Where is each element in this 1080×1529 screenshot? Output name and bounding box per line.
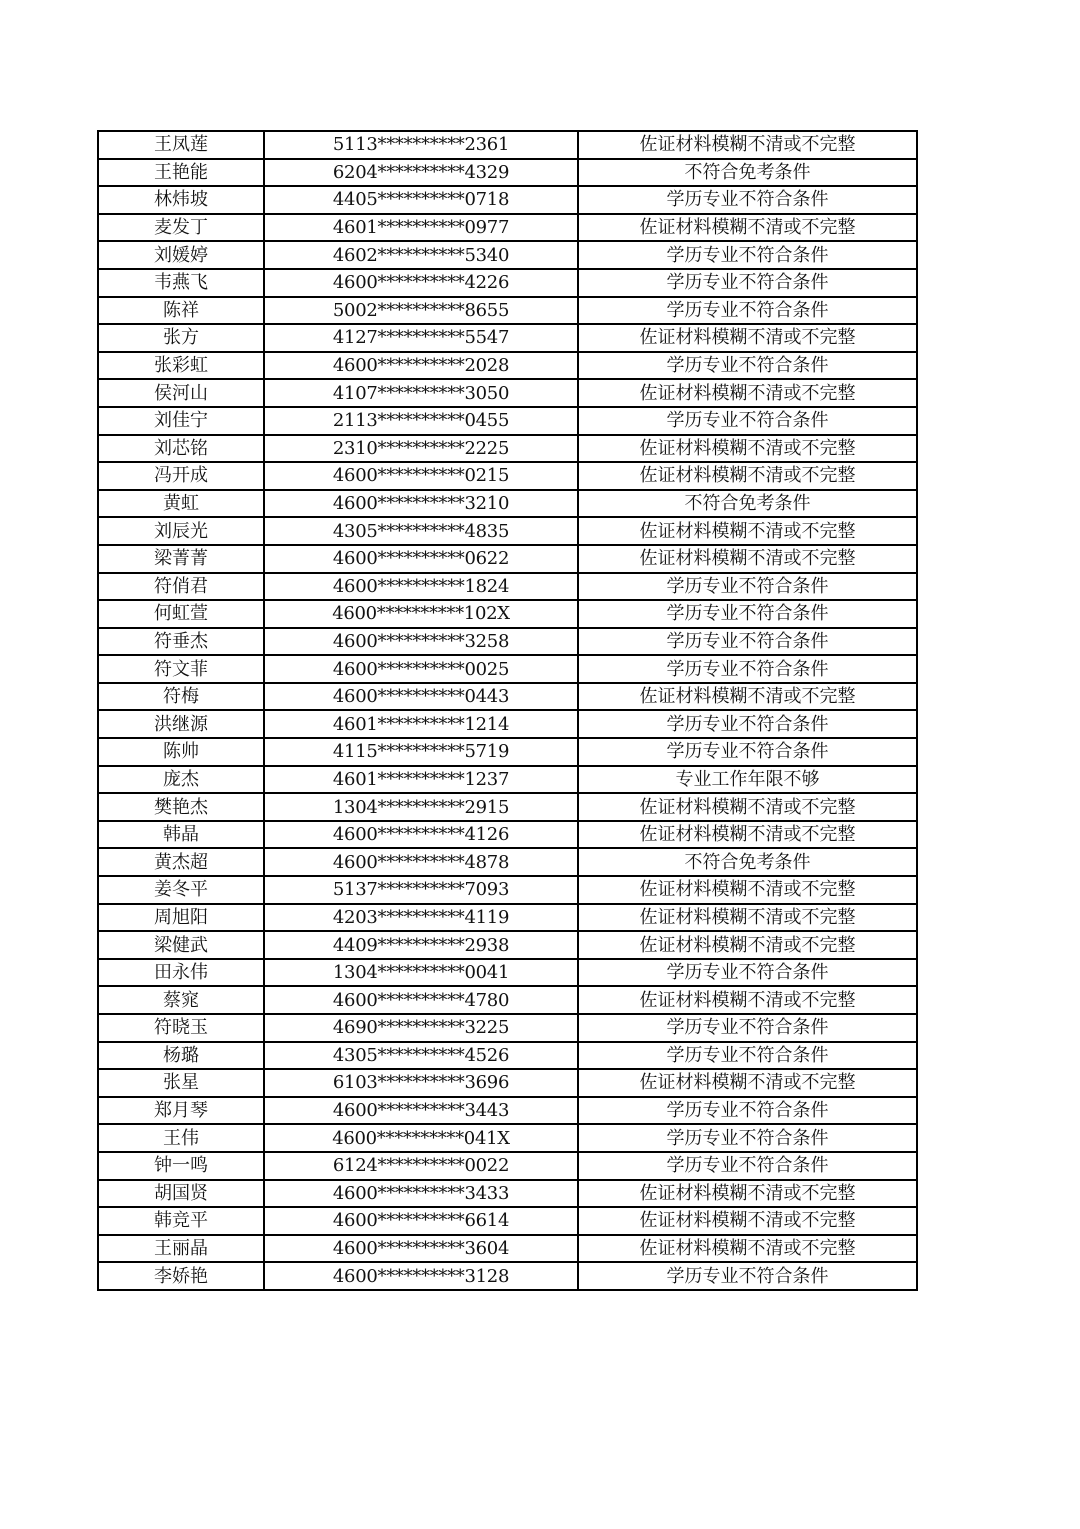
id-number-cell: 4601**********1214 — [264, 710, 578, 738]
name-cell: 蔡窕 — [98, 986, 264, 1014]
table-row — [98, 159, 917, 187]
table-body — [98, 131, 917, 1290]
name-cell: 郑月琴 — [98, 1097, 264, 1125]
name-cell: 韩竞平 — [98, 1207, 264, 1235]
id-number-cell: 4127**********5547 — [264, 324, 578, 352]
table-row — [98, 573, 917, 601]
reason-cell: 佐证材料模糊不清或不完整 — [578, 1235, 917, 1263]
id-number-cell: 4600**********3258 — [264, 628, 578, 656]
id-number-cell: 4601**********0977 — [264, 214, 578, 242]
table-row — [98, 1097, 917, 1125]
reason-cell: 专业工作年限不够 — [578, 766, 917, 794]
reason-cell: 佐证材料模糊不清或不完整 — [578, 793, 917, 821]
name-cell: 麦发丁 — [98, 214, 264, 242]
reason-cell: 学历专业不符合条件 — [578, 1014, 917, 1042]
id-number-cell: 4600**********0025 — [264, 655, 578, 683]
name-cell: 黄杰超 — [98, 848, 264, 876]
id-number-cell: 5002**********8655 — [264, 297, 578, 325]
table-row — [98, 1207, 917, 1235]
reason-cell: 学历专业不符合条件 — [578, 738, 917, 766]
name-cell: 冯开成 — [98, 462, 264, 490]
table-row — [98, 297, 917, 325]
table-row — [98, 1262, 917, 1290]
table-row — [98, 848, 917, 876]
reason-cell: 学历专业不符合条件 — [578, 573, 917, 601]
applicant-table — [97, 130, 918, 1291]
reason-cell: 佐证材料模糊不清或不完整 — [578, 904, 917, 932]
name-cell: 胡国贤 — [98, 1180, 264, 1208]
id-number-cell: 4600**********4780 — [264, 986, 578, 1014]
table-row — [98, 959, 917, 987]
table-row — [98, 710, 917, 738]
name-cell: 何虹萱 — [98, 600, 264, 628]
table-row — [98, 821, 917, 849]
id-number-cell: 2113**********0455 — [264, 407, 578, 435]
table-row — [98, 241, 917, 269]
id-number-cell: 4690**********3225 — [264, 1014, 578, 1042]
name-cell: 姜冬平 — [98, 876, 264, 904]
table-row — [98, 269, 917, 297]
id-number-cell: 4203**********4119 — [264, 904, 578, 932]
reason-cell: 学历专业不符合条件 — [578, 1152, 917, 1180]
table-row — [98, 490, 917, 518]
reason-cell: 佐证材料模糊不清或不完整 — [578, 986, 917, 1014]
name-cell: 钟一鸣 — [98, 1152, 264, 1180]
id-number-cell: 4602**********5340 — [264, 241, 578, 269]
reason-cell: 佐证材料模糊不清或不完整 — [578, 876, 917, 904]
name-cell: 梁菁菁 — [98, 545, 264, 573]
id-number-cell: 4600**********2028 — [264, 352, 578, 380]
name-cell: 黄虹 — [98, 490, 264, 518]
name-cell: 韩晶 — [98, 821, 264, 849]
reason-cell: 佐证材料模糊不清或不完整 — [578, 324, 917, 352]
reason-cell: 学历专业不符合条件 — [578, 600, 917, 628]
reason-cell: 佐证材料模糊不清或不完整 — [578, 1069, 917, 1097]
reason-cell: 学历专业不符合条件 — [578, 269, 917, 297]
name-cell: 陈帅 — [98, 738, 264, 766]
table-row — [98, 407, 917, 435]
reason-cell: 佐证材料模糊不清或不完整 — [578, 131, 917, 159]
name-cell: 田永伟 — [98, 959, 264, 987]
id-number-cell: 4600**********0215 — [264, 462, 578, 490]
name-cell: 刘媛婷 — [98, 241, 264, 269]
id-number-cell: 2310**********2225 — [264, 435, 578, 463]
name-cell: 韦燕飞 — [98, 269, 264, 297]
id-number-cell: 4600**********6614 — [264, 1207, 578, 1235]
id-number-cell: 4600**********3604 — [264, 1235, 578, 1263]
table-row — [98, 655, 917, 683]
reason-cell: 学历专业不符合条件 — [578, 241, 917, 269]
id-number-cell: 4601**********1237 — [264, 766, 578, 794]
reason-cell: 学历专业不符合条件 — [578, 407, 917, 435]
name-cell: 张星 — [98, 1069, 264, 1097]
id-number-cell: 4305**********4526 — [264, 1042, 578, 1070]
table-row — [98, 186, 917, 214]
reason-cell: 学历专业不符合条件 — [578, 710, 917, 738]
reason-cell: 佐证材料模糊不清或不完整 — [578, 462, 917, 490]
reason-cell: 学历专业不符合条件 — [578, 1262, 917, 1290]
id-number-cell: 4600**********0622 — [264, 545, 578, 573]
name-cell: 刘佳宁 — [98, 407, 264, 435]
id-number-cell: 4107**********3050 — [264, 379, 578, 407]
id-number-cell: 4600**********0443 — [264, 683, 578, 711]
name-cell: 洪继源 — [98, 710, 264, 738]
reason-cell: 学历专业不符合条件 — [578, 1124, 917, 1152]
name-cell: 梁健武 — [98, 931, 264, 959]
table-row — [98, 379, 917, 407]
table-row — [98, 435, 917, 463]
id-number-cell: 4600**********3128 — [264, 1262, 578, 1290]
reason-cell: 佐证材料模糊不清或不完整 — [578, 379, 917, 407]
name-cell: 符俏君 — [98, 573, 264, 601]
table-row — [98, 1069, 917, 1097]
id-number-cell: 4600**********3433 — [264, 1180, 578, 1208]
table-row — [98, 1180, 917, 1208]
table-row — [98, 793, 917, 821]
table-row — [98, 628, 917, 656]
id-number-cell: 4600**********3443 — [264, 1097, 578, 1125]
table-row — [98, 986, 917, 1014]
reason-cell: 学历专业不符合条件 — [578, 297, 917, 325]
id-number-cell: 4600**********041X — [264, 1124, 578, 1152]
table-row — [98, 352, 917, 380]
table-row — [98, 1124, 917, 1152]
name-cell: 庞杰 — [98, 766, 264, 794]
table-row — [98, 517, 917, 545]
reason-cell: 不符合免考条件 — [578, 159, 917, 187]
reason-cell: 不符合免考条件 — [578, 848, 917, 876]
reason-cell: 佐证材料模糊不清或不完整 — [578, 821, 917, 849]
reason-cell: 佐证材料模糊不清或不完整 — [578, 683, 917, 711]
reason-cell: 学历专业不符合条件 — [578, 655, 917, 683]
reason-cell: 佐证材料模糊不清或不完整 — [578, 517, 917, 545]
id-number-cell: 6204**********4329 — [264, 159, 578, 187]
reason-cell: 学历专业不符合条件 — [578, 186, 917, 214]
name-cell: 陈祥 — [98, 297, 264, 325]
reason-cell: 学历专业不符合条件 — [578, 1097, 917, 1125]
id-number-cell: 1304**********0041 — [264, 959, 578, 987]
id-number-cell: 4600**********3210 — [264, 490, 578, 518]
name-cell: 符晓玉 — [98, 1014, 264, 1042]
table-row — [98, 600, 917, 628]
name-cell: 符梅 — [98, 683, 264, 711]
name-cell: 刘芯铭 — [98, 435, 264, 463]
name-cell: 符垂杰 — [98, 628, 264, 656]
name-cell: 王伟 — [98, 1124, 264, 1152]
name-cell: 周旭阳 — [98, 904, 264, 932]
table-row — [98, 1152, 917, 1180]
table-row — [98, 766, 917, 794]
id-number-cell: 4600**********4226 — [264, 269, 578, 297]
id-number-cell: 5113**********2361 — [264, 131, 578, 159]
name-cell: 张彩虹 — [98, 352, 264, 380]
id-number-cell: 4305**********4835 — [264, 517, 578, 545]
reason-cell: 佐证材料模糊不清或不完整 — [578, 1180, 917, 1208]
name-cell: 刘辰光 — [98, 517, 264, 545]
table-row — [98, 1235, 917, 1263]
table-row — [98, 324, 917, 352]
name-cell: 侯河山 — [98, 379, 264, 407]
table-row — [98, 545, 917, 573]
reason-cell: 佐证材料模糊不清或不完整 — [578, 545, 917, 573]
table-row — [98, 462, 917, 490]
name-cell: 王丽晶 — [98, 1235, 264, 1263]
id-number-cell: 1304**********2915 — [264, 793, 578, 821]
reason-cell: 佐证材料模糊不清或不完整 — [578, 1207, 917, 1235]
table-row — [98, 1042, 917, 1070]
reason-cell: 佐证材料模糊不清或不完整 — [578, 435, 917, 463]
id-number-cell: 4600**********102X — [264, 600, 578, 628]
table-row — [98, 131, 917, 159]
name-cell: 杨璐 — [98, 1042, 264, 1070]
id-number-cell: 4600**********4126 — [264, 821, 578, 849]
id-number-cell: 4405**********0718 — [264, 186, 578, 214]
name-cell: 李娇艳 — [98, 1262, 264, 1290]
id-number-cell: 4115**********5719 — [264, 738, 578, 766]
id-number-cell: 4600**********1824 — [264, 573, 578, 601]
reason-cell: 学历专业不符合条件 — [578, 352, 917, 380]
id-number-cell: 4409**********2938 — [264, 931, 578, 959]
reason-cell: 不符合免考条件 — [578, 490, 917, 518]
reason-cell: 佐证材料模糊不清或不完整 — [578, 214, 917, 242]
table-row — [98, 904, 917, 932]
id-number-cell: 4600**********4878 — [264, 848, 578, 876]
name-cell: 樊艳杰 — [98, 793, 264, 821]
table-row — [98, 738, 917, 766]
reason-cell: 佐证材料模糊不清或不完整 — [578, 931, 917, 959]
table-row — [98, 214, 917, 242]
id-number-cell: 6124**********0022 — [264, 1152, 578, 1180]
table-row — [98, 1014, 917, 1042]
table-row — [98, 876, 917, 904]
id-number-cell: 6103**********3696 — [264, 1069, 578, 1097]
name-cell: 张方 — [98, 324, 264, 352]
name-cell: 符文菲 — [98, 655, 264, 683]
table-row — [98, 931, 917, 959]
reason-cell: 学历专业不符合条件 — [578, 628, 917, 656]
table-row — [98, 683, 917, 711]
reason-cell: 学历专业不符合条件 — [578, 959, 917, 987]
name-cell: 林炜坡 — [98, 186, 264, 214]
name-cell: 王凤莲 — [98, 131, 264, 159]
reason-cell: 学历专业不符合条件 — [578, 1042, 917, 1070]
name-cell: 王艳能 — [98, 159, 264, 187]
id-number-cell: 5137**********7093 — [264, 876, 578, 904]
